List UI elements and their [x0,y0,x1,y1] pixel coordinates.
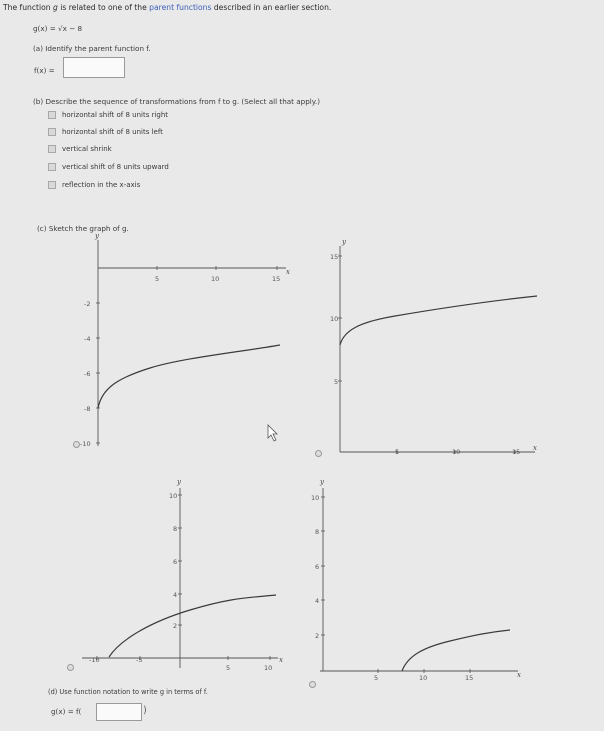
graph-3[interactable] [82,478,283,672]
tick-label: 15 [272,275,281,283]
tick-label: 15 [512,448,521,456]
tick-label: 10 [169,492,178,500]
graph-2[interactable] [330,238,537,456]
part-b-label: (b) Describe the sequence of transformations from f to g. (Select all that apply.) [33,97,321,106]
part-d-answer-prefix: g(x) = f( [51,707,82,716]
graph-1[interactable] [80,232,290,448]
cursor-icon [268,425,277,441]
tick-label: -4 [84,335,91,343]
tick-label: 15 [330,253,339,261]
option-shift-up[interactable]: vertical shift of 8 units upward [48,163,169,171]
tick-label: 4 [315,597,320,605]
option-reflection[interactable]: reflection in the x-axis [48,181,140,189]
graph-4-radio[interactable] [309,681,316,688]
tick-label: 5 [334,378,339,386]
tick-label: 10 [211,275,220,283]
option-shift-right[interactable]: horizontal shift of 8 units right [48,111,168,119]
tick-label: -6 [84,370,91,378]
option-vertical-shrink[interactable]: vertical shrink [48,145,112,153]
y-axis-label: y [177,478,181,486]
tick-label: 6 [315,563,320,571]
given-function: g(x) = √x − 8 [33,24,83,33]
graph-3-radio[interactable] [67,664,74,671]
tick-label: 10 [311,494,320,502]
tick-label: 6 [173,558,178,566]
y-axis-label: y [320,478,324,486]
x-axis-label: x [517,671,521,679]
part-a-answer-prefix: f(x) = [34,66,55,75]
g-in-terms-of-f-input[interactable] [96,703,142,721]
x-axis-label: x [279,656,283,664]
y-axis-label: y [342,238,346,246]
tick-label: 5 [226,664,231,672]
tick-label: 8 [315,528,320,536]
question-intro: The function g is related to one of the parent functions described in an earlier section. [3,3,332,12]
tick-label: 2 [173,622,178,630]
tick-label: 5 [374,674,379,682]
graph-4[interactable] [311,478,521,682]
tick-label: 5 [155,275,160,283]
tick-label: 15 [465,674,474,682]
parent-functions-link[interactable]: parent functions [149,3,212,12]
tick-label: 10 [419,674,428,682]
tick-label: -10 [89,656,100,664]
tick-label: 10 [264,664,273,672]
tick-label: 5 [395,448,400,456]
part-c-label: (c) Sketch the graph of g. [37,224,129,233]
tick-label: -2 [84,300,91,308]
x-axis-label: x [286,268,290,276]
intro-var: g [52,3,58,12]
tick-label: 2 [315,632,320,640]
curve [98,345,280,408]
tick-label: 10 [330,315,339,323]
part-d-label: (d) Use function notation to write g in terms of f. [48,688,208,696]
part-d-answer-suffix: ) [143,705,147,716]
tick-label: -8 [84,405,91,413]
option-shift-left[interactable]: horizontal shift of 8 units left [48,128,163,136]
tick-label: 10 [452,448,461,456]
tick-label: 8 [173,525,178,533]
graph-1-radio[interactable] [73,441,80,448]
curve [340,296,537,345]
curve [402,630,510,671]
part-a-label: (a) Identify the parent function f. [33,44,151,53]
tick-label: -10 [80,440,91,448]
y-axis-label: y [95,232,99,240]
x-axis-label: x [533,444,537,452]
curve [109,595,276,657]
tick-label: 4 [173,591,178,599]
tick-label: -5 [136,656,143,664]
graph-2-radio[interactable] [315,450,322,457]
